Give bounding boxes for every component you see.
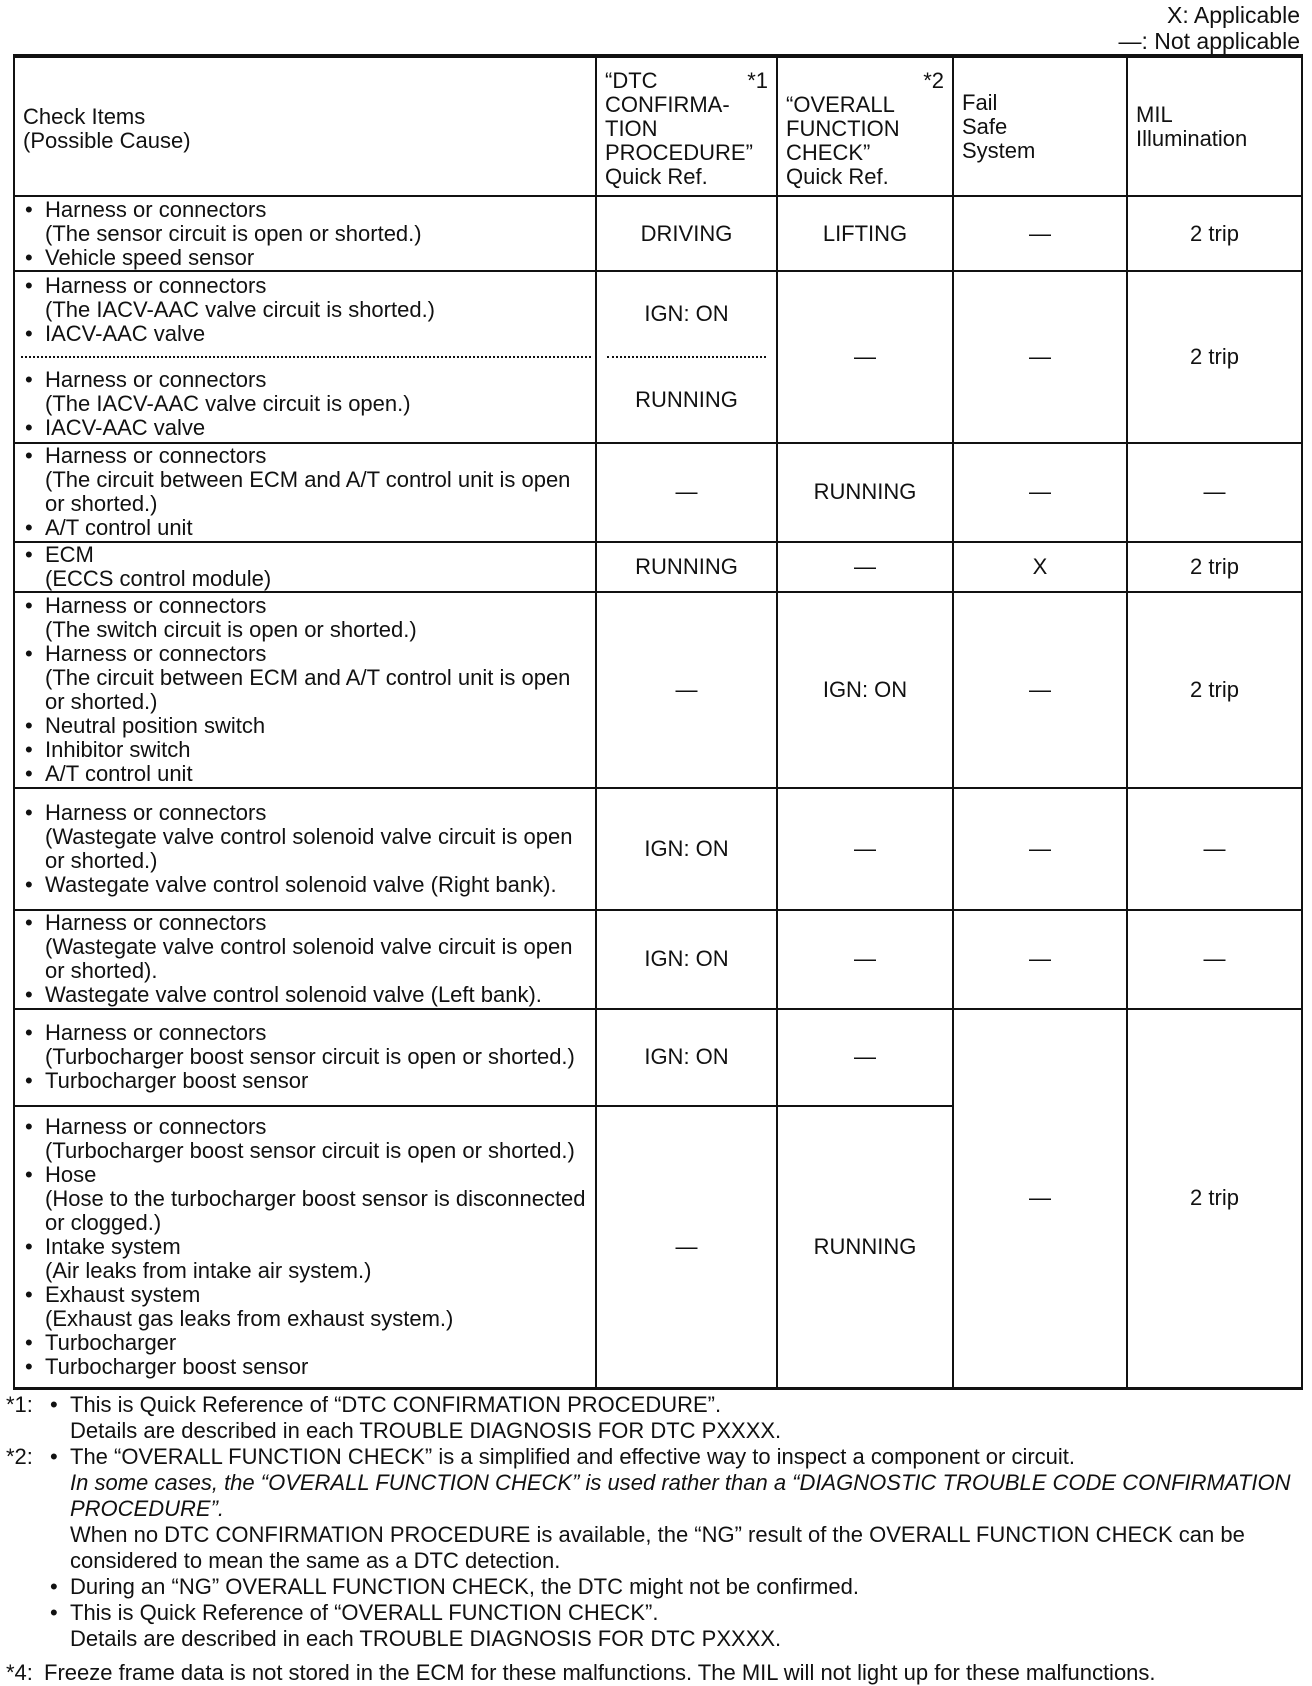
list-item: • ECM (ECCS control module)	[21, 543, 591, 591]
list-item: • Neutral position switch	[21, 714, 591, 738]
legend	[1118, 2, 1300, 54]
mil-cell: 2 trip	[1127, 592, 1302, 788]
list-item: • Harness or connectors (The IACV-AAC valve circuit is shorted.)	[21, 274, 591, 322]
header-mil: MIL Illumination	[1127, 56, 1302, 196]
list-item: • A/T control unit	[21, 762, 591, 786]
dtc-cell: —	[596, 592, 777, 788]
ofc-cell: —	[777, 788, 953, 909]
table-header-row	[14, 56, 1302, 196]
fail-safe-cell: X	[953, 542, 1127, 593]
table-row	[14, 271, 1302, 443]
header-dtc: *1 “DTC CONFIRMA- TION PROCEDURE” Quick Ref.	[596, 56, 777, 196]
table-row	[14, 1009, 1302, 1106]
dtc-cell: IGN: ON RUNNING	[596, 271, 777, 443]
mil-cell: —	[1127, 443, 1302, 542]
dtc-cell: —	[596, 443, 777, 542]
list-item: • Hose (Hose to the turbocharger boost sensor is disconnected or clogged.)	[21, 1163, 591, 1235]
dtc-cell: IGN: ON	[596, 910, 777, 1009]
table-row	[14, 196, 1302, 271]
mil-cell: —	[1127, 910, 1302, 1009]
footnotes	[0, 1392, 1300, 1686]
table-row	[14, 910, 1302, 1009]
ofc-cell: —	[777, 910, 953, 1009]
header-fail-safe: Fail Safe System	[953, 56, 1127, 196]
list-item: • Harness or connectors (The IACV-AAC valve circuit is open.)	[21, 368, 591, 416]
fail-safe-cell: —	[953, 196, 1127, 271]
legend-applicable: X: Applicable	[1167, 2, 1300, 28]
list-item: • Wastegate valve control solenoid valve (Left bank).	[21, 983, 591, 1007]
list-item: • Harness or connectors (Turbocharger boost sensor circuit is open or shorted.)	[21, 1115, 591, 1163]
list-item: • IACV-AAC valve	[21, 416, 591, 440]
footnote-1: *1: • This is Quick Reference of “DTC CONFIRMATION PROCEDURE”. Details are described in each TROUBLE DIAGNOSIS FOR DTC PXXXX.	[0, 1392, 1300, 1444]
dtc-cell: —	[596, 1106, 777, 1389]
mil-cell: 2 trip	[1127, 196, 1302, 271]
dtc-cell: IGN: ON	[596, 1009, 777, 1106]
list-item: • Harness or connectors (Wastegate valve control solenoid valve circuit is open or shorted).	[21, 911, 591, 983]
fail-safe-cell: —	[953, 443, 1127, 542]
list-item: • Exhaust system (Exhaust gas leaks from exhaust system.)	[21, 1283, 591, 1331]
list-item: • Turbocharger boost sensor	[21, 1355, 591, 1379]
mil-cell: —	[1127, 788, 1302, 909]
table-row	[14, 788, 1302, 909]
diagnosis-table	[13, 54, 1303, 1390]
footnote-2: *2: • The “OVERALL FUNCTION CHECK” is a simplified and effective way to inspect a component or circuit. In some cases, the “OVERALL FUNCTION CHECK” is used rather than a “DIAGNOSTIC TROUBLE CODE CONFIRMATION PROCEDURE”. When no DTC CONFIRMATION PROCEDURE is available, the “NG” result of the OVERALL FUNCTION CHECK can be considered to mean the same as a DTC detection. • During an “NG” OVERALL FUNCTION CHECK, the DTC might not be confirmed. • This is Quick Reference of “OVERALL FUNCTION CHECK”. Details are described in each TROUBLE DIAGNOSIS FOR DTC PXXXX.	[0, 1444, 1300, 1652]
ofc-cell: RUNNING	[777, 443, 953, 542]
list-item: • Vehicle speed sensor	[21, 246, 591, 270]
table-row	[14, 592, 1302, 788]
list-item: • Harness or connectors (The circuit between ECM and A/T control unit is open or shorted.)	[21, 444, 591, 516]
footnote-4: *4: Freeze frame data is not stored in the ECM for these malfunctions. The MIL will not light up for these malfunctions.	[6, 1660, 1156, 1685]
table-row	[14, 542, 1302, 593]
ofc-cell: —	[777, 271, 953, 443]
dtc-cell: DRIVING	[596, 196, 777, 271]
fail-safe-cell: —	[953, 910, 1127, 1009]
list-item: • IACV-AAC valve	[21, 322, 591, 346]
list-item: • A/T control unit	[21, 516, 591, 540]
ofc-cell: LIFTING	[777, 196, 953, 271]
list-item: • Intake system (Air leaks from intake air system.)	[21, 1235, 591, 1283]
ofc-cell: —	[777, 542, 953, 593]
legend-not-applicable: —: Not applicable	[1118, 28, 1300, 54]
list-item: • Harness or connectors (The switch circuit is open or shorted.)	[21, 594, 591, 642]
table-row	[14, 443, 1302, 542]
dtc-cell: RUNNING	[596, 542, 777, 593]
list-item: • Turbocharger boost sensor	[21, 1069, 591, 1093]
list-item: • Harness or connectors (Turbocharger boost sensor circuit is open or shorted.)	[21, 1021, 591, 1069]
list-item: • Harness or connectors (The circuit between ECM and A/T control unit is open or shorted.)	[21, 642, 591, 714]
fail-safe-cell: —	[953, 1009, 1127, 1389]
list-item: • Harness or connectors (The sensor circuit is open or shorted.)	[21, 198, 591, 246]
dotted-divider	[21, 356, 591, 358]
fail-safe-cell: —	[953, 788, 1127, 909]
ofc-cell: —	[777, 1009, 953, 1106]
dtc-cell: IGN: ON	[596, 788, 777, 909]
fail-safe-cell: —	[953, 592, 1127, 788]
ofc-cell: IGN: ON	[777, 592, 953, 788]
fail-safe-cell: —	[953, 271, 1127, 443]
mil-cell: 2 trip	[1127, 1009, 1302, 1389]
header-check-items: Check Items (Possible Cause)	[14, 56, 596, 196]
ofc-cell: RUNNING	[777, 1106, 953, 1389]
mil-cell: 2 trip	[1127, 542, 1302, 593]
header-ofc: *2 “OVERALL FUNCTION CHECK” Quick Ref.	[777, 56, 953, 196]
list-item: • Inhibitor switch	[21, 738, 591, 762]
mil-cell: 2 trip	[1127, 271, 1302, 443]
list-item: • Harness or connectors (Wastegate valve control solenoid valve circuit is open or shorted.)	[21, 801, 591, 873]
list-item: • Turbocharger	[21, 1331, 591, 1355]
list-item: • Wastegate valve control solenoid valve (Right bank).	[21, 873, 591, 897]
